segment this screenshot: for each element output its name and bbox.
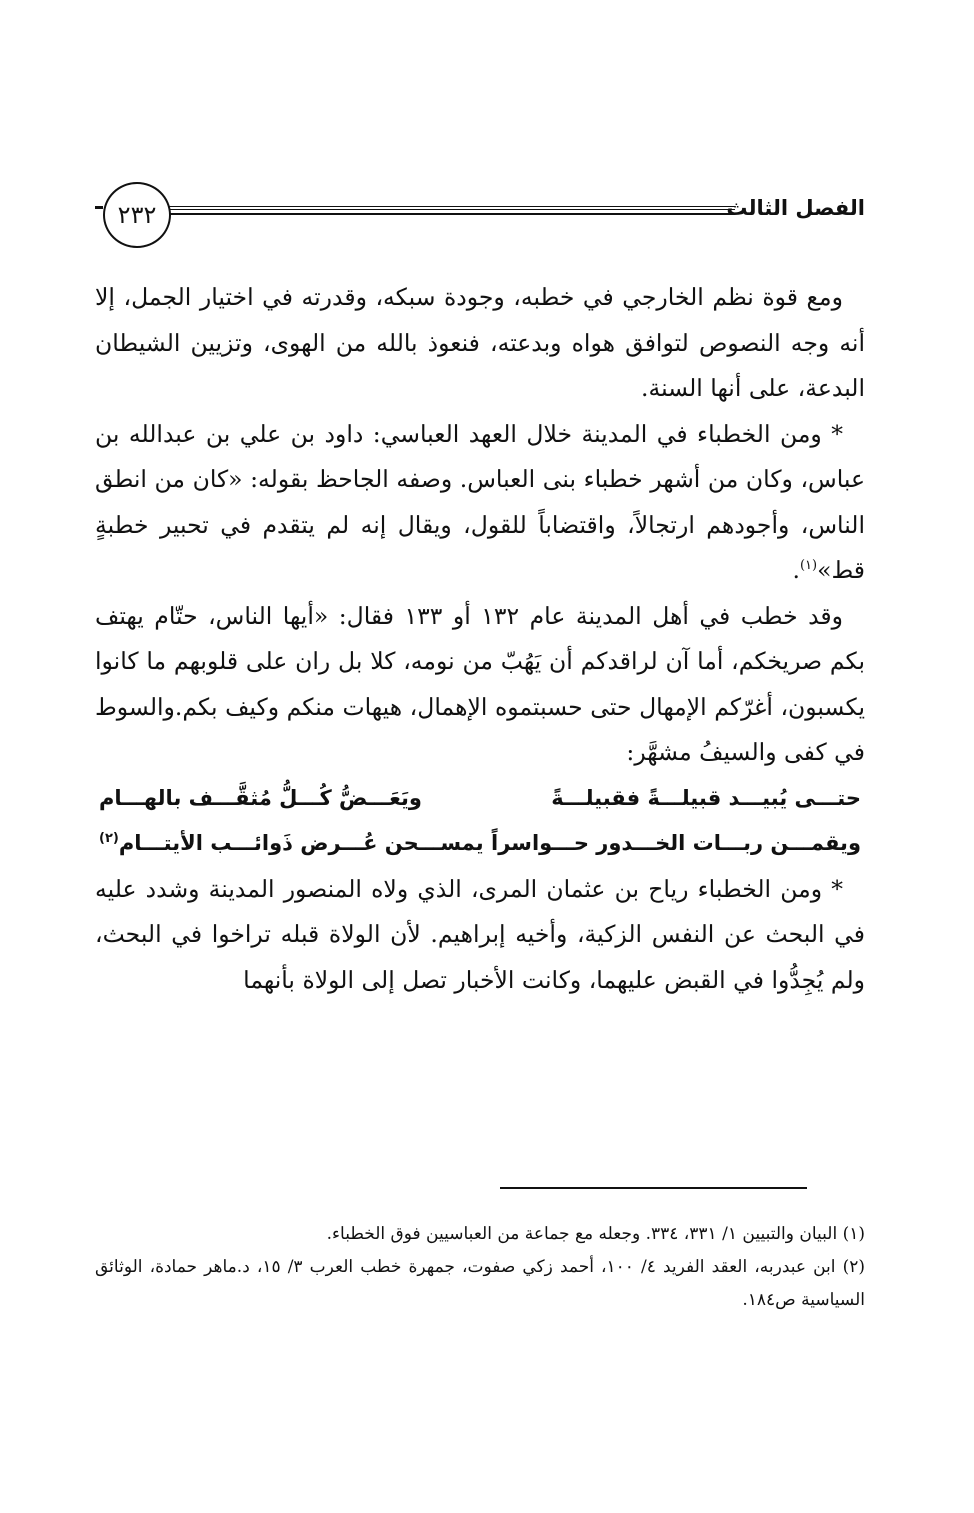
verse-2-first-hemistich: ويقمـــن ربـــات الخـــدور حـــواسراً bbox=[491, 831, 861, 855]
paragraph-4: * ومن الخطباء رياح بن عثمان المرى، الذي ولاه المنصور المدينة وشدد عليه في البحث عن النفس الزكية، وأخيه إبراهيم. لأن الولاة قبله تراخوا في البحث، ولم يُجِدُّوا في القبض عليهما، وكانت الأخبار تصل إلى الولاة بأنهما bbox=[95, 874, 865, 994]
header-rule-end bbox=[95, 206, 103, 209]
verse-1-first-hemistich: حتـــى يُبيـــد قبيلـــةً فقبيلـــةً bbox=[551, 785, 861, 810]
verse-line-2 bbox=[95, 821, 865, 867]
verse-1-second-hemistich: ويَعَـــضُّ كُـــلُّ مُثقَّـــف بالهـــام bbox=[99, 785, 422, 810]
footnotes bbox=[95, 1218, 865, 1317]
paragraph-2-text: * ومن الخطباء في المدينة خلال العهد العباسي: داود بن علي بن عبدالله بن عباس، وكان من أشهر خطباء بنى العباس. وصفه الجاحظ بقوله: «كان من انطق الناس، وأجودهم ارتجالاً، واقتضاباً للقول، ويقال إنه لم يتقدم في تحبير خطبةٍ قط» bbox=[95, 419, 865, 584]
footnote-ref-2: (٢) bbox=[99, 831, 119, 846]
header-rule bbox=[169, 206, 735, 215]
paragraph-3: وقد خطب في أهل المدينة عام ١٣٢ أو ١٣٣ فقال: «أيها الناس، حتّام يهتف بكم صريخكم، أما آن لراقدكم أن يَهُبّ من نومه، كلا بل ران على قلوبهم ما كانوا يكسبون، أغرّكم الإمهال حتى حسبتموه الإهمال، هيهات منكم وكيف بكم.والسوط في كفى والسيفُ مشهَّر: bbox=[95, 601, 865, 766]
verse-2-second-hemistich bbox=[99, 821, 484, 867]
paragraph-1: ومع قوة نظم الخارجي في خطبه، وجودة سبكه، وقدرته في اختيار الجمل، إلا أنه وجه النصوص لتوافق هواه وبدعته، فنعوذ بالله من الهوى، وتزيين الشيطان البدعة، على أنها السنة. bbox=[95, 283, 865, 402]
verse-line-1 bbox=[95, 776, 865, 822]
chapter-title: الفصل الثالث bbox=[726, 196, 865, 220]
footnote-1: (١) البيان والتبيين ١/ ٣٣١، ٣٣٤. وجعله مع جماعة من العباسيين فوق الخطباء. bbox=[326, 1224, 865, 1244]
footnote-2: (٢) ابن عبدربه، العقد الفريد ٤/ ١٠٠، أحمد زكي صفوت، جمهرة خطب العرب ٣/ ١٥، د.ماهر حمادة، الوثائق السياسية ص١٨٤. bbox=[95, 1257, 865, 1310]
paragraph-2 bbox=[95, 412, 865, 594]
verse-2-second-text: يمســـحن عُـــرض ذَوائـــب الأيتـــام bbox=[118, 831, 484, 855]
footnote-separator bbox=[500, 1187, 807, 1189]
page-header bbox=[95, 182, 865, 248]
footnote-ref-1: (١) bbox=[799, 558, 818, 574]
paragraph-2-end: . bbox=[792, 556, 800, 584]
page-number: ٢٣٢ bbox=[103, 182, 171, 248]
main-text bbox=[95, 275, 865, 1003]
